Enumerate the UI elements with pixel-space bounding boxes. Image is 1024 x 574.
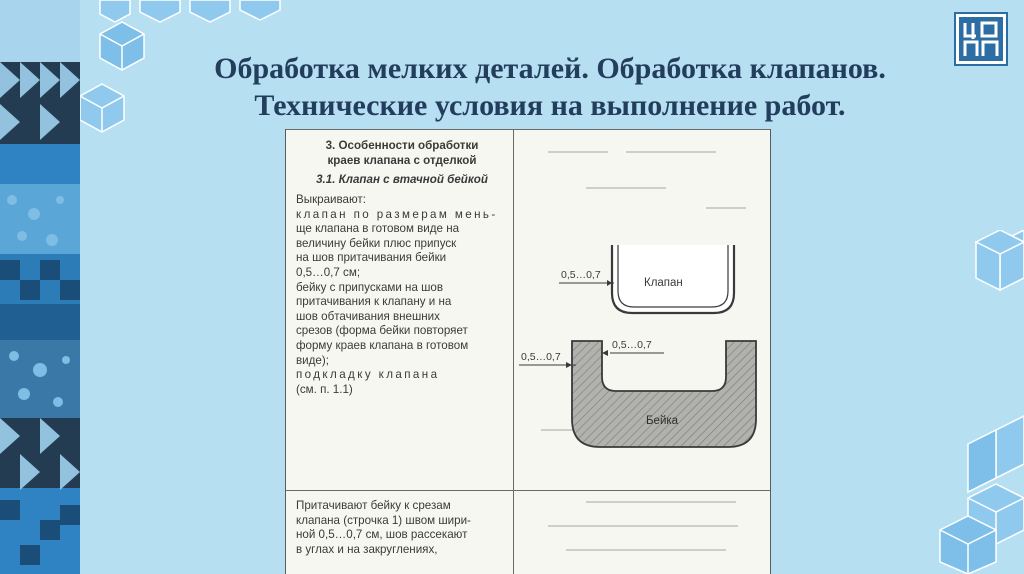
table-row-divider [286,490,771,491]
text-line: в углах и на закруглениях, [296,542,438,556]
text-line: величину бейки плюс припуск [296,236,457,250]
organization-logo [954,12,1008,66]
text-line: ной 0,5…0,7 см, шов рассекают [296,528,468,542]
valve-label: Клапан [644,277,683,289]
text-line: ще клапана в готовом виде на [296,222,460,236]
binding-shape [572,341,756,447]
binding-label: Бейка [646,415,679,427]
scanned-document [285,129,771,574]
bleed-through-mark [586,501,736,503]
valve-dimension-label: 0,5…0,7 [561,269,601,281]
text-line: шов обтачивания внешних [296,309,440,323]
slide-title-line-2: Технические условия на выполнение работ. [254,89,846,122]
bleed-through-mark [566,549,726,551]
decorative-cubes-right [920,230,1024,574]
text-line: клапан по размерам мень- [296,207,498,221]
valve-binding-diagram [514,129,771,490]
binding-dimension-arrow-inner [602,350,608,356]
text-line: притачивания к клапану и на [296,295,452,309]
text-line: клапана (строчка 1) швом шири- [296,513,471,527]
text-line: срезов (форма бейки повторяет [296,324,468,338]
slide-title-line-1: Обработка мелких деталей. Обработка клапанов. [214,52,886,85]
text-line: на шов притачивания бейки [296,251,447,265]
section-subheading: 3.1. Клапан с втачной бейкой [316,173,488,186]
decorative-left-strip [0,0,80,574]
text-line: бейку с припусками на шов [296,280,444,294]
text-line: (см. п. 1.1) [296,382,353,396]
binding-dimension-arrow-outer [566,362,572,368]
section-heading-line-1: 3. Особенности обработки [325,139,479,152]
binding-dimension-label-inner: 0,5…0,7 [612,339,652,351]
text-line: форму краев клапана в готовом [296,338,469,352]
slide-title [140,50,960,124]
text-line: подкладку клапана [296,368,440,382]
section-heading [296,139,508,168]
section-heading-line-2: краев клапана с отделкой [327,153,477,167]
text-line: 0,5…0,7 см; [296,265,361,279]
cut-label: Выкраивают: [296,193,366,206]
binding-dimension-label-outer: 0,5…0,7 [521,351,561,363]
stitching-instructions [296,499,508,557]
cutting-instructions [296,193,508,397]
text-line: Притачивают бейку к срезам [296,499,451,512]
text-line: виде); [296,353,329,367]
bleed-through-mark [548,525,738,527]
